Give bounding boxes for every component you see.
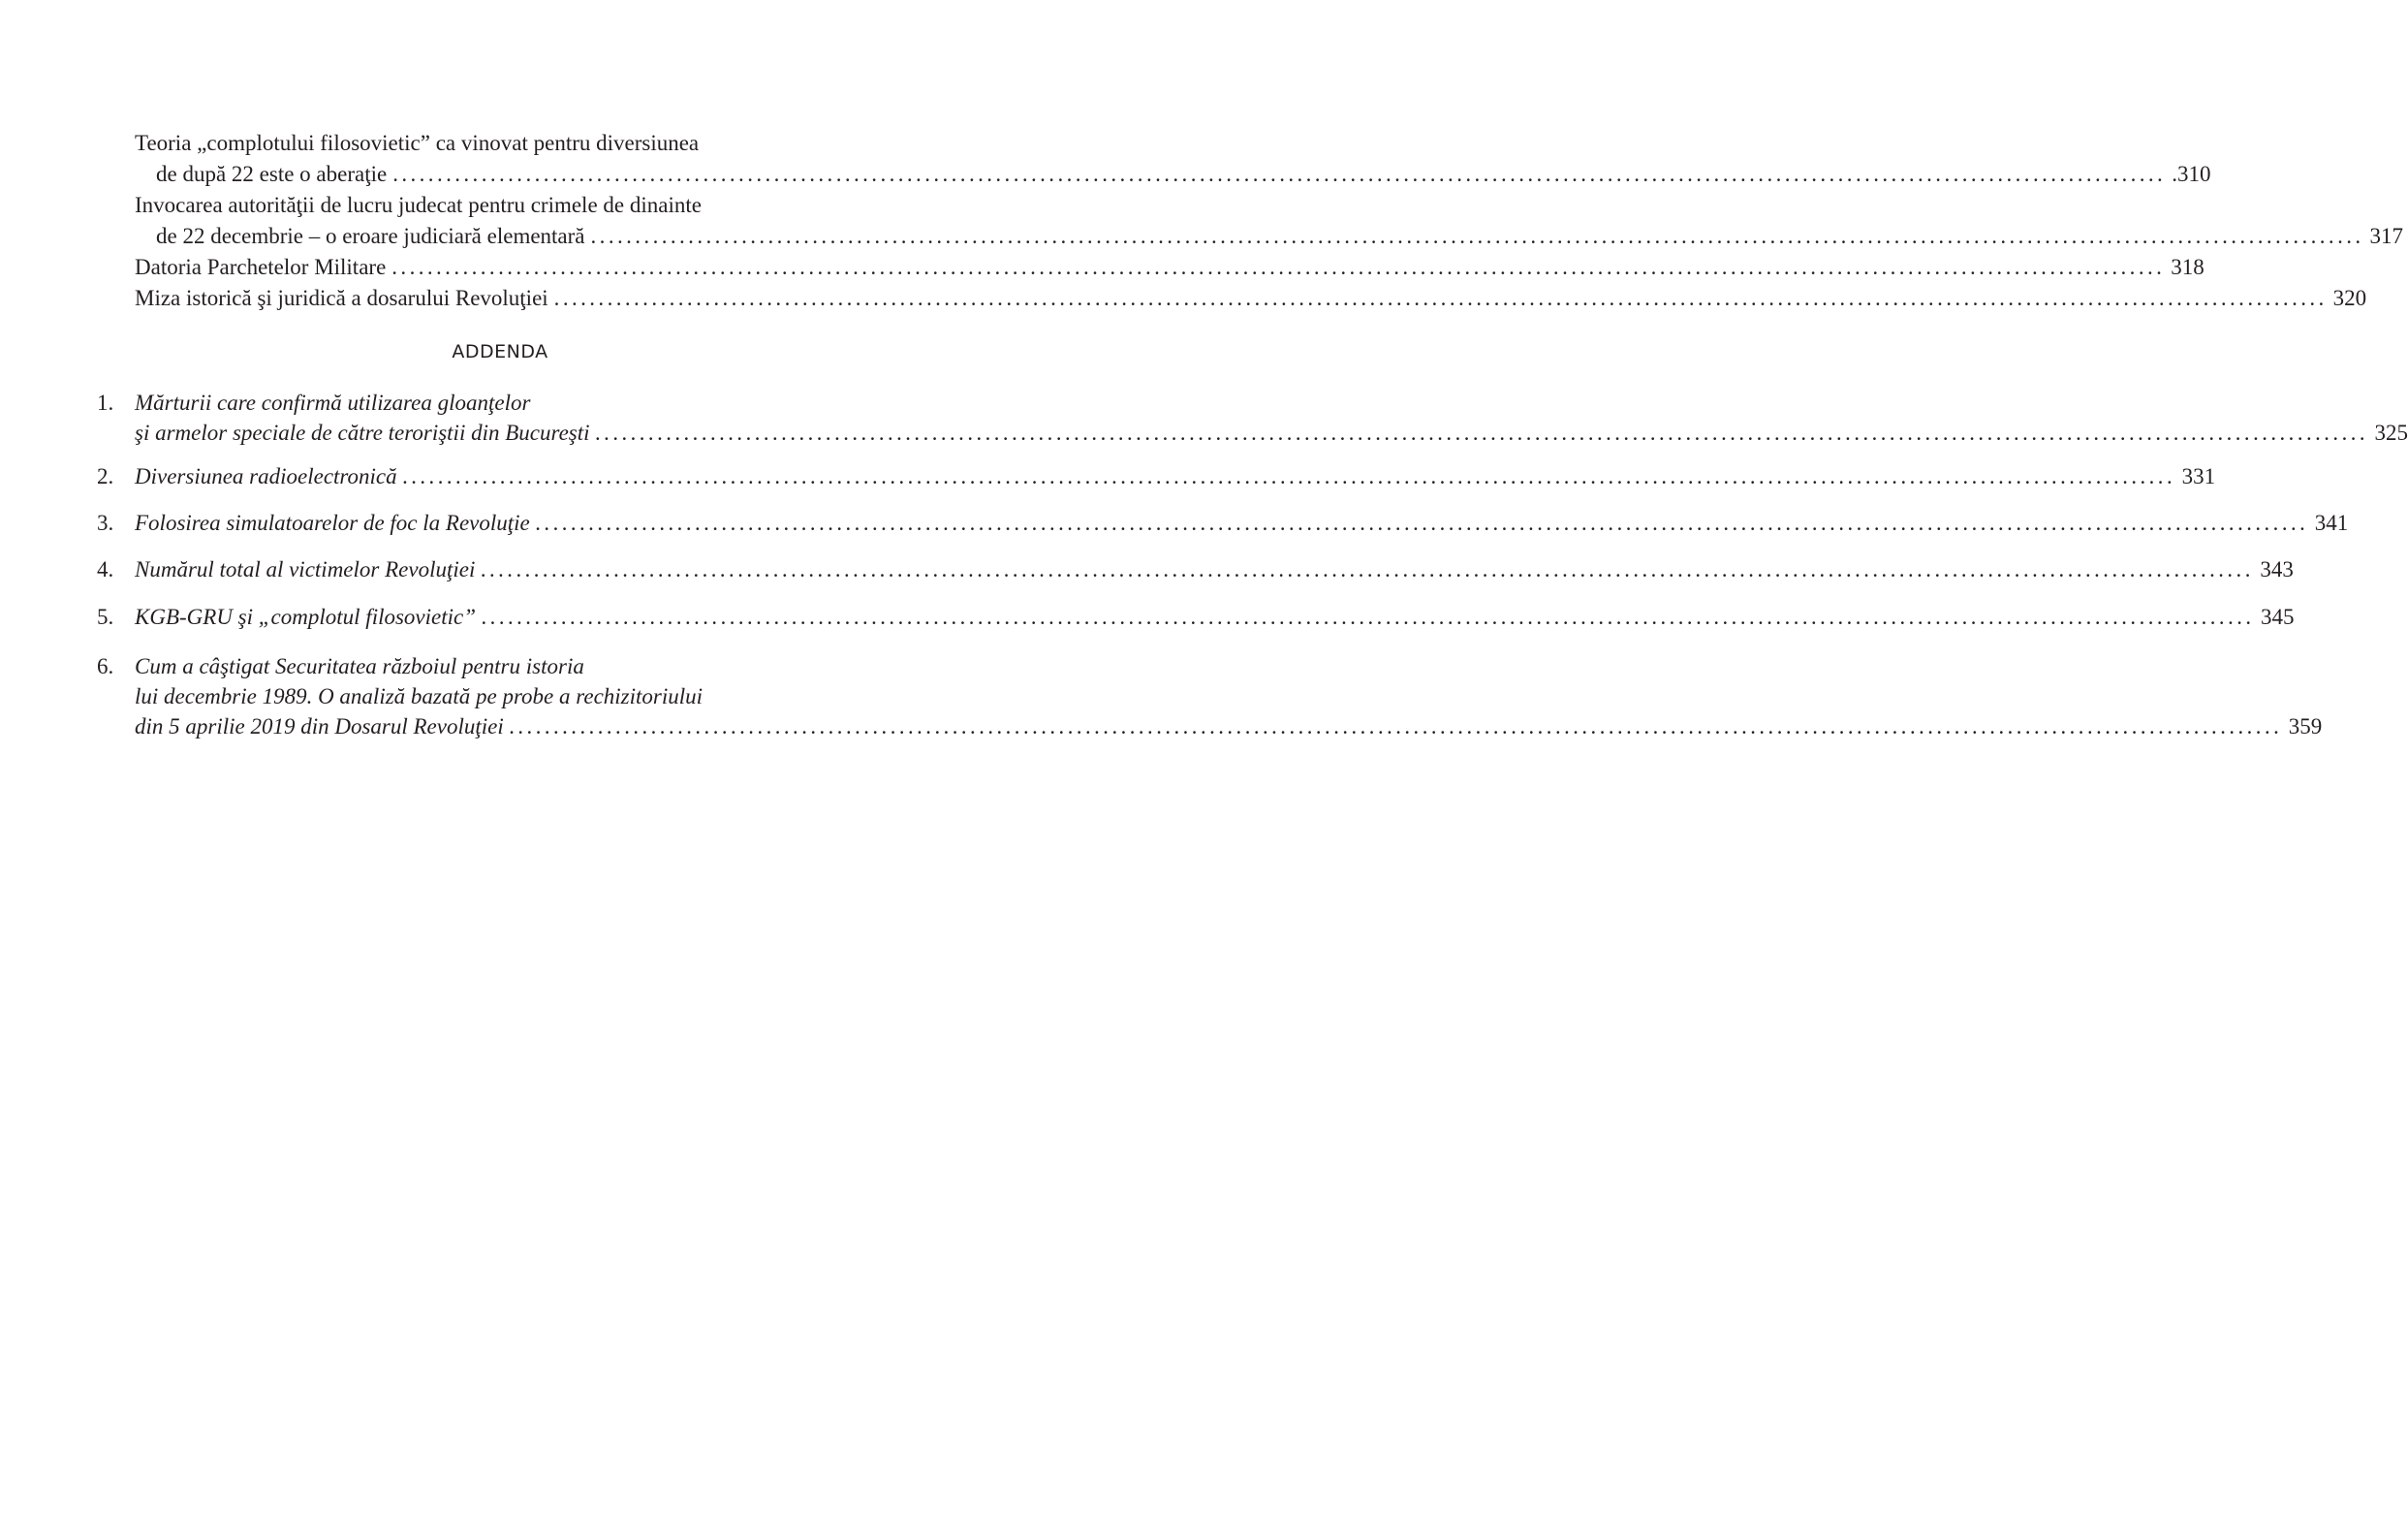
dot-leader: ........................................................................................................................................................................................................: [482, 605, 2256, 629]
addenda-item-title-line: KGB-GRU şi „complotul filosovietic”: [135, 605, 477, 629]
addenda-item-body: [135, 651, 2323, 741]
addenda-item-body: [135, 388, 2408, 448]
addenda-item-leader-line: [135, 711, 2323, 741]
toc-section: [135, 128, 2404, 314]
dot-leader: ........................................................................................................................................................................................................: [402, 464, 2176, 488]
addenda-item-title-line: Numărul total al victimelor Revoluţiei: [135, 557, 476, 581]
addenda-item-title-line: Mărturii care confirmă utilizarea gloanţelor: [135, 391, 531, 415]
dot-leader: ........................................................................................................................................................................................................: [481, 557, 2255, 581]
addenda-item-leader-line: [135, 602, 2295, 632]
toc-entry-leader-line: [135, 252, 2205, 283]
addenda-item-number: 2.: [97, 464, 114, 488]
dot-leader: ........................................................................................................................................................................................................: [535, 511, 2309, 535]
toc-entry-title-cont: de 22 decembrie – o eroare judiciară elementară: [156, 224, 585, 248]
toc-entry: [135, 252, 2205, 283]
dot-leader: ........................................................................................................................................................................................................: [595, 421, 2369, 445]
addenda-item-body: [135, 554, 2294, 584]
page-number: 325: [2374, 421, 2408, 445]
addenda-heading: ADDENDA: [452, 341, 548, 362]
toc-entry-title-line: Invocarea autorităţii de lucru judecat pentru crimele de dinainte: [135, 193, 702, 217]
addenda-item-leader-line: [135, 554, 2294, 584]
dot-leader: ........................................................................................................................................................................................................: [392, 162, 2167, 186]
addenda-item-number: 4.: [97, 557, 114, 581]
addenda-item-number: 1.: [97, 391, 114, 415]
page-number: 317: [2369, 224, 2404, 248]
toc-entry-leader-line: [135, 221, 2404, 252]
page-number: .310: [2172, 162, 2211, 186]
addenda-item-number: 6.: [97, 654, 114, 678]
toc-entry-title-cont: de după 22 este o aberaţie: [156, 162, 388, 186]
toc-entry-title-line: Teoria „complotului filosovietic” ca vinovat pentru diversiunea: [135, 131, 700, 155]
addenda-item-number: 5.: [97, 605, 114, 629]
addenda-item-body: [135, 461, 2216, 491]
toc-entry-leader-line: [135, 283, 2367, 314]
dot-leader: ........................................................................................................................................................................................................: [553, 286, 2328, 310]
addenda-item-leader-line: [135, 508, 2349, 538]
toc-entry-title: Datoria Parchetelor Militare: [135, 255, 387, 279]
addenda-item-number: 3.: [97, 511, 114, 535]
page-number: 341: [2314, 511, 2349, 535]
page-number: 331: [2181, 464, 2216, 488]
addenda-item-body: [135, 602, 2295, 632]
addenda-item-title-line: Diversiunea radioelectronică: [135, 464, 397, 488]
dot-leader: ........................................................................................................................................................................................................: [509, 714, 2283, 739]
addenda-item-title-line: din 5 aprilie 2019 din Dosarul Revoluţiei: [135, 714, 504, 739]
page-number: 345: [2261, 605, 2295, 629]
addenda-item-leader-line: [135, 418, 2408, 448]
page-number: 320: [2332, 286, 2367, 310]
toc-entry: [135, 283, 2367, 314]
addenda-item-title-line: lui decembrie 1989. O analiză bazată pe probe a rechizitoriului: [135, 684, 704, 708]
page-number: 318: [2171, 255, 2205, 279]
toc-entry-title: Miza istorică şi juridică a dosarului Revoluţiei: [135, 286, 548, 310]
page-number: 359: [2288, 714, 2323, 739]
addenda-item-body: [135, 508, 2349, 538]
addenda-item-title-line: Cum a câştigat Securitatea războiul pentru istoria: [135, 654, 584, 678]
dot-leader: ........................................................................................................................................................................................................: [391, 255, 2166, 279]
toc-entry: [135, 190, 2404, 252]
page-number: 343: [2260, 557, 2294, 581]
dot-leader: ........................................................................................................................................................................................................: [590, 224, 2364, 248]
addenda-item-title-line: Folosirea simulatoarelor de foc la Revoluţie: [135, 511, 530, 535]
toc-entry-leader-line: [135, 159, 2211, 190]
addenda-item-title-line: şi armelor speciale de către teroriştii din Bucureşti: [135, 421, 590, 445]
addenda-item-leader-line: [135, 461, 2216, 491]
toc-entry: [135, 128, 2211, 190]
